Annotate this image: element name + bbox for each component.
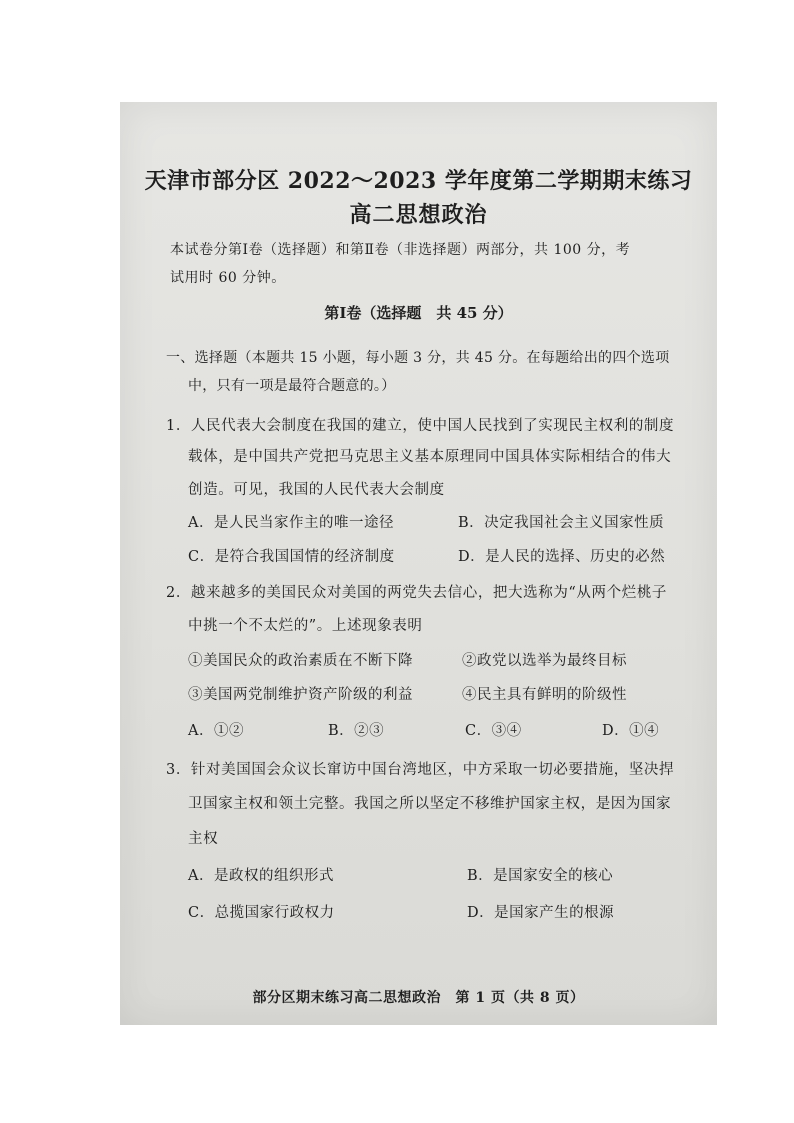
q3-option-c: C．总揽国家行政权力 [188,905,335,921]
q2-statement-4: ④民主具有鲜明的阶级性 [462,687,627,703]
q2-statement-1: ①美国民众的政治素质在不断下降 [188,653,413,669]
q3-option-a: A．是政权的组织形式 [188,868,334,884]
intro-line-1: 本试卷分第Ⅰ卷（选择题）和第Ⅱ卷（非选择题）两部分，共 100 分，考 [170,242,631,258]
q3-option-d: D．是国家产生的根源 [467,905,615,921]
q2-option-b: B．②③ [328,723,385,739]
q3-line-3: 主权 [188,831,219,847]
q3-line-1: 3．针对美国国会众议长窜访中国台湾地区，中方采取一切必要措施，坚决捍 [166,762,675,778]
q2-statement-2: ②政党以选举为最终目标 [462,653,627,669]
volume-title: 第Ⅰ卷（选择题 共 45 分） [324,304,513,322]
q2-statement-3: ③美国两党制维护资产阶级的利益 [188,687,413,703]
q1-option-b: B．决定我国社会主义国家性质 [458,515,665,531]
q2-line-1: 2．越来越多的美国民众对美国的两党失去信心，把大选称为“从两个烂桃子 [166,585,668,601]
q1-line-2: 载体，是中国共产党把马克思主义基本原理同中国具体实际相结合的伟大 [188,449,672,465]
section-heading-line-2: 中，只有一项是最符合题意的。） [188,378,396,394]
exam-title: 天津市部分区 2022～2023 学年度第二学期期末练习 [144,168,693,194]
q3-option-b: B．是国家安全的核心 [467,868,614,884]
q1-option-d: D．是人民的选择、历史的必然 [458,549,666,565]
q3-line-2: 卫国家主权和领土完整。我国之所以坚定不移维护国家主权，是因为国家 [188,796,672,812]
q1-option-a: A．是人民当家作主的唯一途径 [188,515,394,531]
q2-option-a: A．①② [188,723,244,739]
exam-paper-page [120,102,717,1025]
intro-line-2: 试用时 60 分钟。 [170,270,286,286]
q1-option-c: C．是符合我国国情的经济制度 [188,549,395,565]
section-heading-line-1: 一、选择题（本题共 15 小题，每小题 3 分，共 45 分。在每题给出的四个选项 [166,350,670,366]
q2-line-2: 中挑一个不太烂的”。上述现象表明 [188,618,423,634]
q1-line-3: 创造。可见，我国的人民代表大会制度 [188,482,445,498]
exam-subject: 高二思想政治 [349,202,488,228]
q2-option-d: D．①④ [602,723,660,739]
q2-option-c: C．③④ [465,723,522,739]
page-footer: 部分区期末练习高二思想政治 第 1 页（共 8 页） [252,990,585,1006]
q1-line-1: 1．人民代表大会制度在我国的建立，使中国人民找到了实现民主权利的制度 [166,418,675,434]
